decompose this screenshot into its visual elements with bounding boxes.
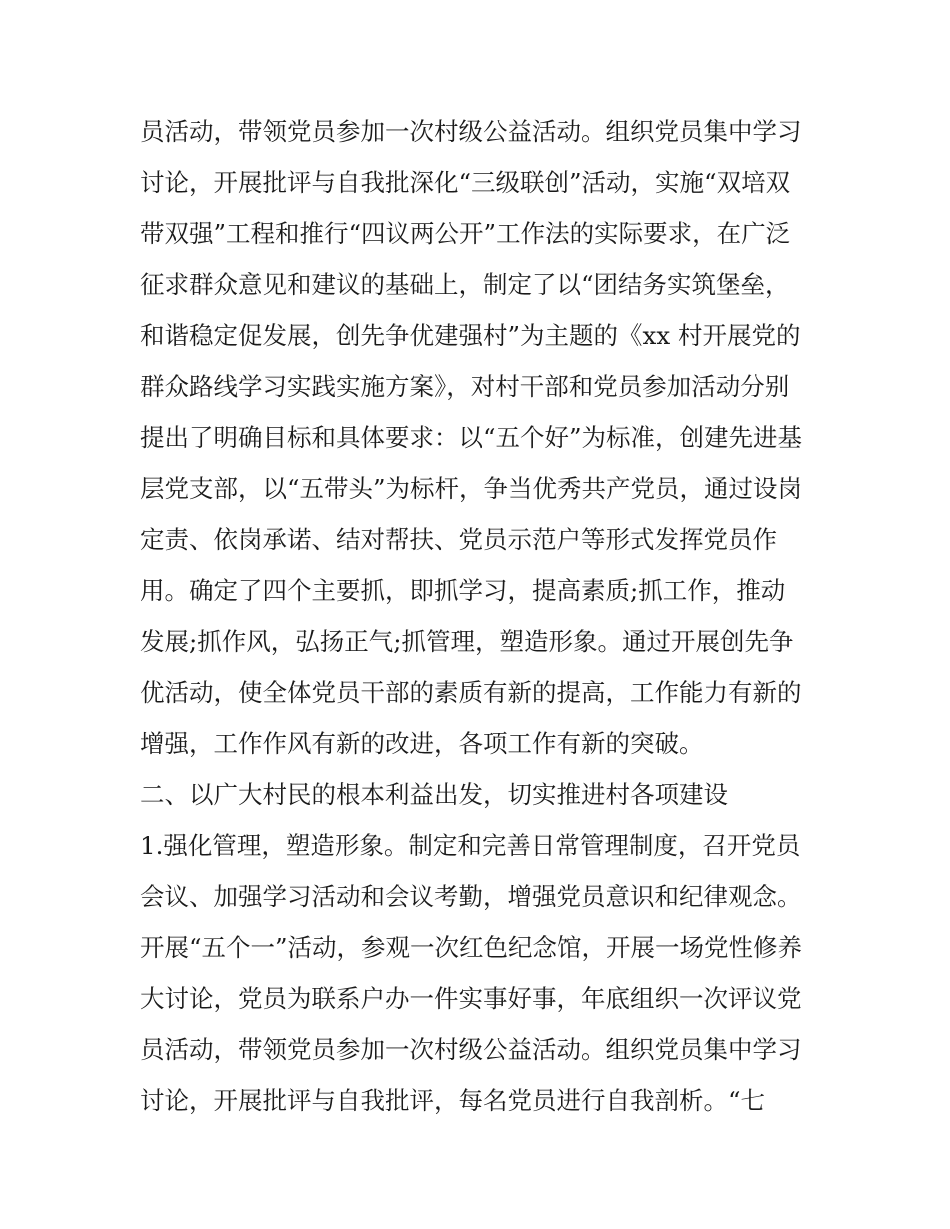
text-line: 大讨论，党员为联系户办一件实事好事，年底组织一次评议党 [140, 984, 802, 1013]
text-line: 提出了明确目标和具体要求：以“五个好”为标准，创建先进基 [140, 423, 803, 452]
section-heading: 二、以广大村民的根本利益出发，切实推进村各项建设 [140, 780, 728, 809]
text-line: 群众路线学习实践实施方案》，对村干部和党员参加活动分别 [140, 372, 790, 401]
text-line: 优活动，使全体党员干部的素质有新的提高，工作能力有新的 [140, 678, 802, 707]
text-line: 定责、依岗承诺、结对帮扶、党员示范户等形式发挥党员作 [140, 525, 777, 554]
text-line: 1.强化管理，塑造形象。制定和完善日常管理制度，召开党员 [140, 831, 801, 860]
text-line: 员活动，带领党员参加一次村级公益活动。组织党员集中学习 [140, 117, 802, 146]
text-line: 层党支部，以“五带头”为标杆，争当优秀共产党员，通过设岗 [140, 474, 803, 503]
body-text [140, 112, 830, 1132]
text-line: 会议、加强学习活动和会议考勤，增强党员意识和纪律观念。 [140, 882, 802, 911]
text-line: 讨论，开展批评与自我批评，每名党员进行自我剖析。“七 [140, 1086, 766, 1115]
text-line: 员活动，带领党员参加一次村级公益活动。组织党员集中学习 [140, 1035, 802, 1064]
text-line: 征求群众意见和建议的基础上，制定了以“团结务实筑堡垒， [140, 270, 790, 299]
text-line: 带双强”工程和推行“四议两公开”工作法的实际要求，在广泛 [140, 219, 791, 248]
text-line: 开展“五个一”活动，参观一次红色纪念馆，开展一场党性修养 [140, 933, 803, 962]
text-line: 用。确定了四个主要抓，即抓学习，提高素质;抓工作，推动 [140, 576, 786, 605]
text-line: 增强，工作作风有新的改进，各项工作有新的突破。 [140, 729, 704, 758]
text-line: 和谐稳定促发展，创先争优建强村”为主题的《xx 村开展党的 [140, 321, 801, 350]
text-line: 发展;抓作风，弘扬正气;抓管理，塑造形象。通过开展创先争 [140, 627, 794, 656]
text-line: 讨论，开展批评与自我批深化“三级联创”活动，实施“双培双 [140, 168, 791, 197]
